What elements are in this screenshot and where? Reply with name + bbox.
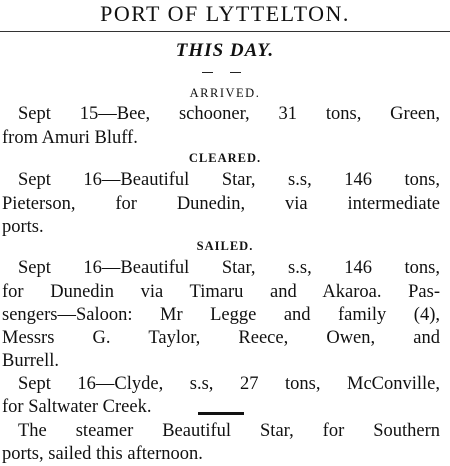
sailed-line-2: for Dunedin via Timaru and Akaroa. Pas- [2, 282, 440, 302]
sailed-line-3: sengers—Saloon: Mr Legge and family (4), [2, 305, 440, 325]
masthead-rule [0, 31, 450, 32]
dash-divider-left [202, 72, 213, 73]
sailed-line-6: Sept 16—Clyde, s.s, 27 tons, McConville, [18, 374, 440, 394]
section-heading-sailed: SAILED. [196, 239, 254, 253]
subheading: THIS DAY. [175, 40, 275, 61]
arrived-line-1: Sept 15—Bee, schooner, 31 tons, Green, [18, 104, 440, 124]
section-heading-cleared: CLEARED. [188, 151, 262, 165]
masthead-title: PORT OF LYTTELTON. [100, 1, 350, 26]
arrived-line-2: from Amuri Bluff. [2, 128, 138, 148]
cleared-line-3: ports. [2, 217, 44, 237]
cleared-line-2: Pieterson, for Dunedin, via intermediate [2, 194, 440, 214]
section-heading-arrived: ARRIVED. [189, 86, 261, 100]
dash-divider-right [230, 72, 241, 73]
sailed-line-1: Sept 16—Beautiful Star, s.s, 146 tons, [18, 258, 440, 278]
note-line-1: The steamer Beautiful Star, for Southern [18, 421, 440, 441]
sailed-line-4: Messrs G. Taylor, Reece, Owen, and [2, 328, 440, 348]
sailed-line-5: Burrell. [2, 351, 60, 371]
note-line-2: ports, sailed this afternoon. [2, 444, 203, 464]
sailed-line-7: for Saltwater Creek. [2, 397, 152, 417]
cleared-line-1: Sept 16—Beautiful Star, s.s, 146 tons, [18, 170, 440, 190]
closing-rule [198, 412, 244, 415]
